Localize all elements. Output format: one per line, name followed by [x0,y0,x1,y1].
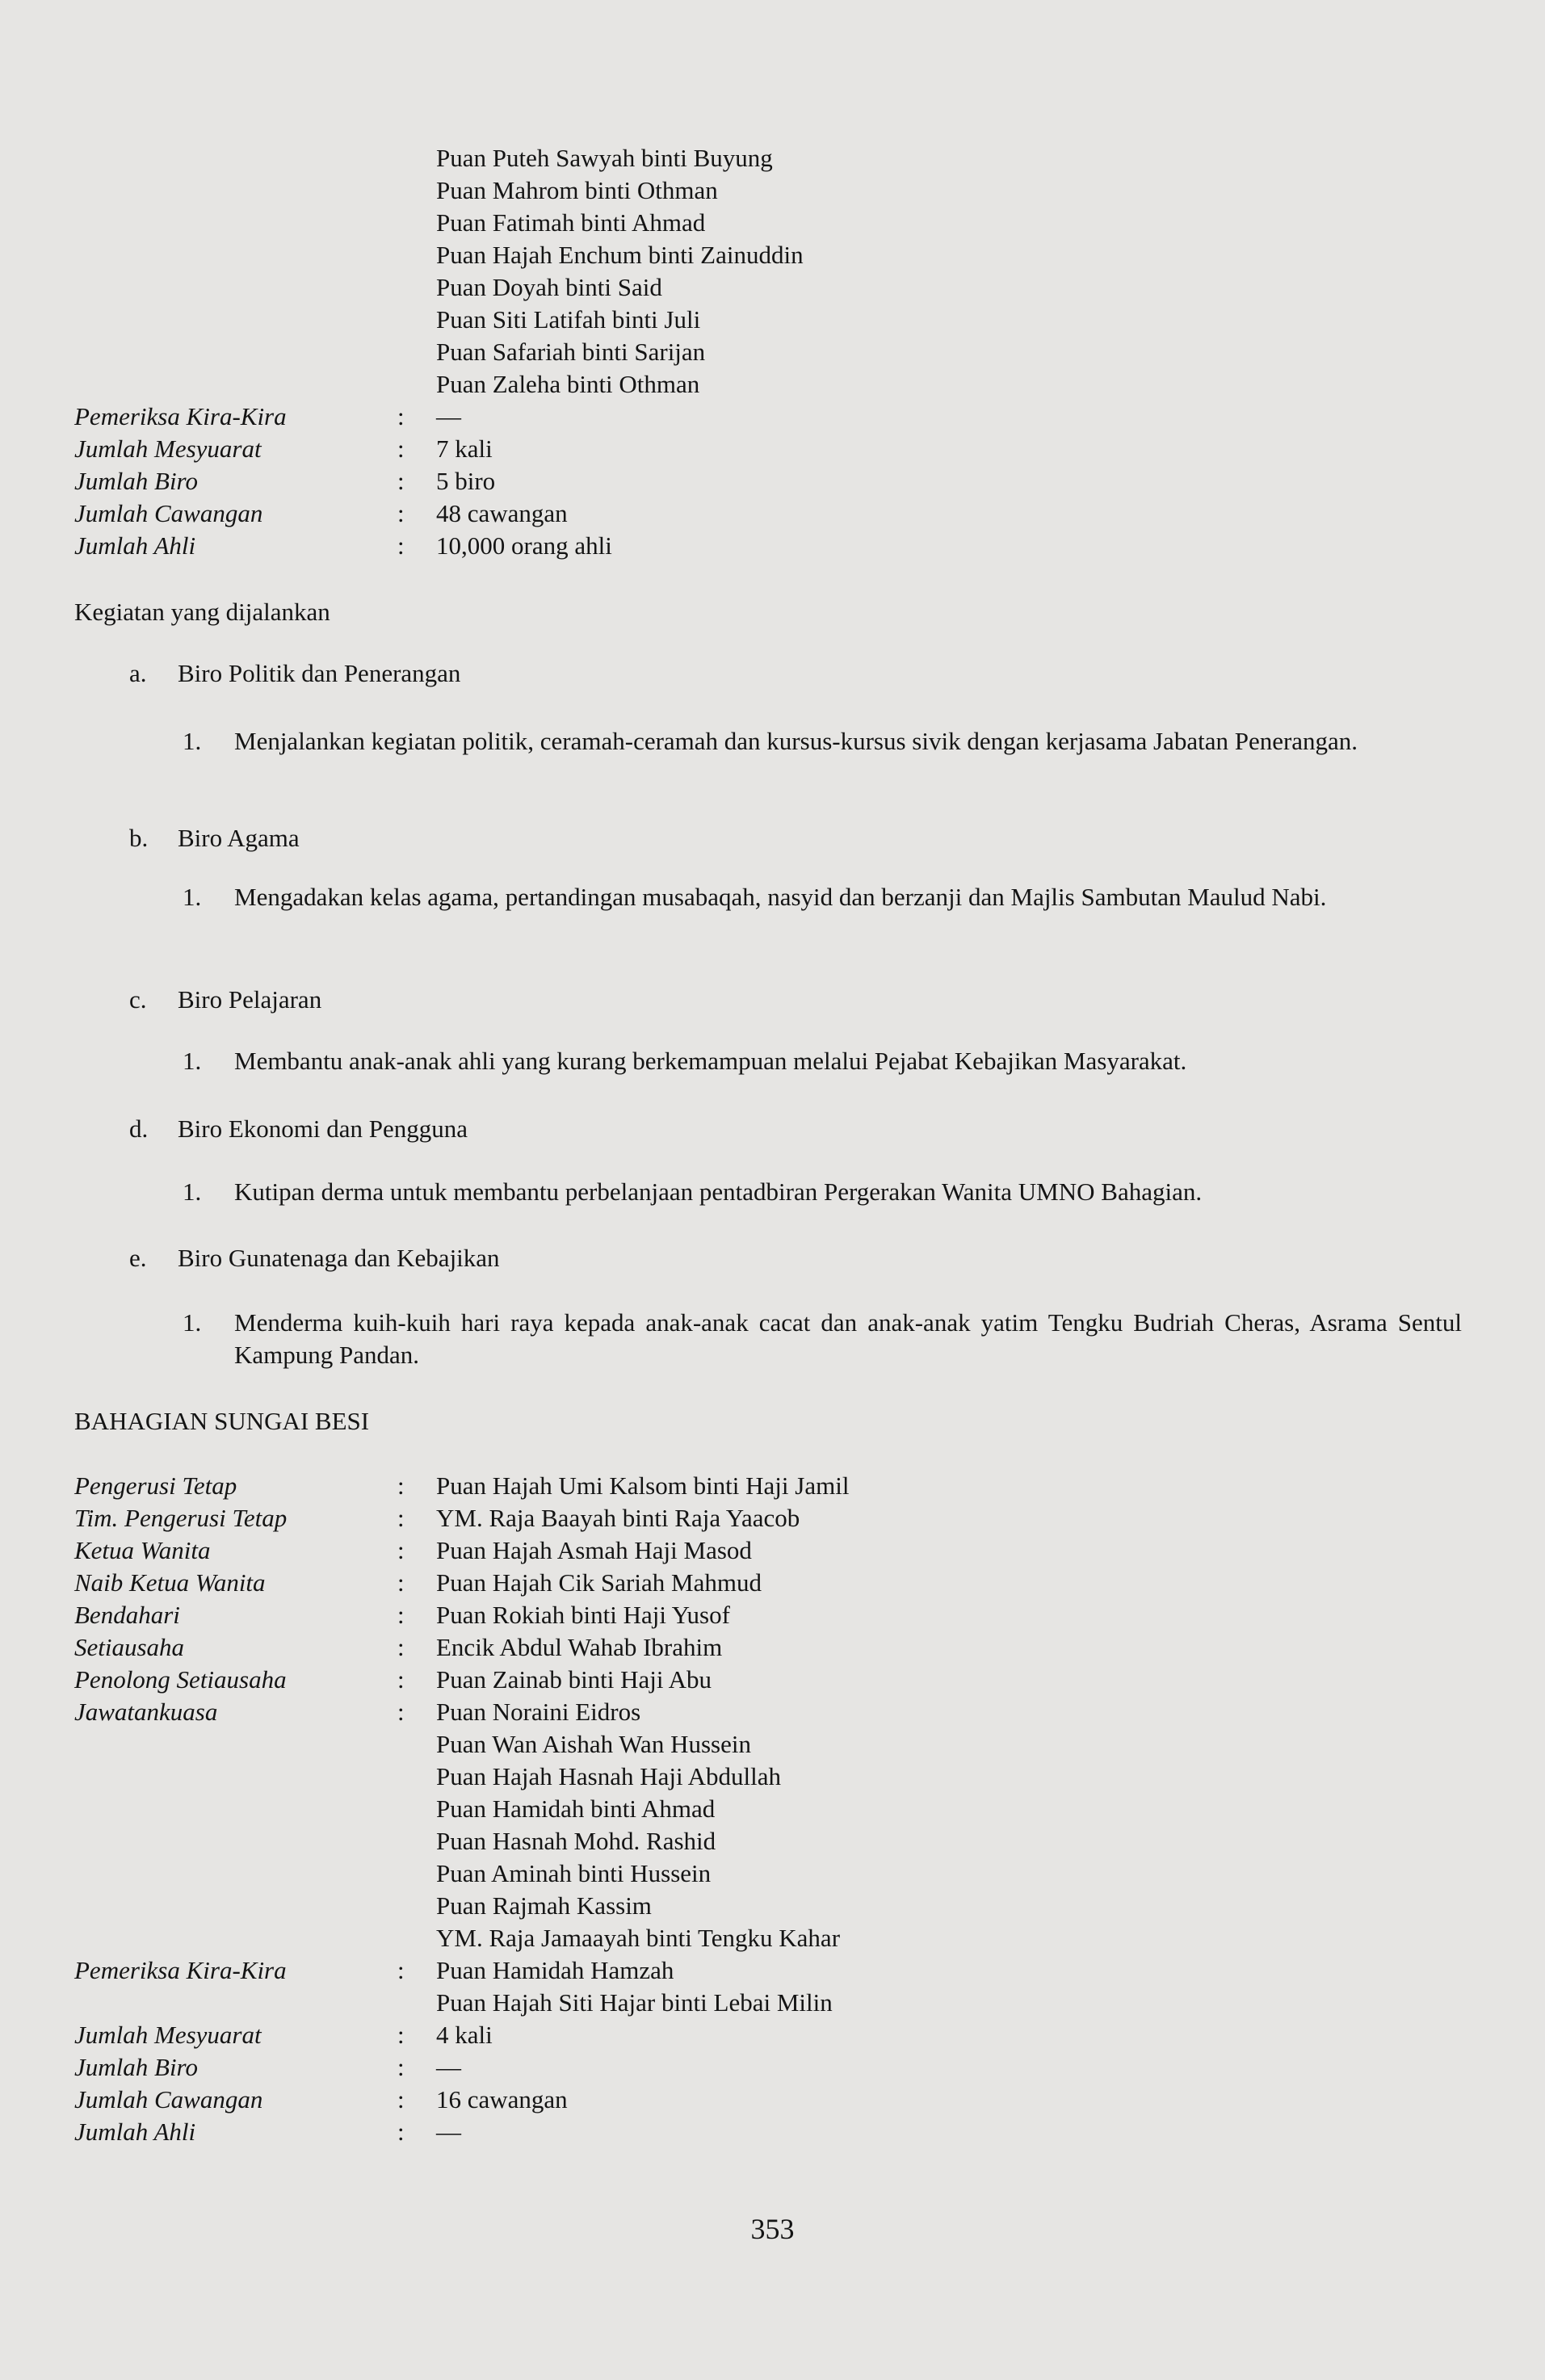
officer-role: Ketua Wanita [74,1536,211,1564]
officer-role: Jawatankuasa [74,1698,218,1726]
officer-role: Pengerusi Tetap [74,1471,237,1500]
bureau-title: Biro Agama [178,824,300,852]
item-text: Mengadakan kelas agama, pertandingan musabaqah, nasyid dan berzanji dan Majlis Sambutan Maulud Nabi. [234,883,1327,911]
bureau-title: Biro Pelajaran [178,985,322,1014]
colon: : [397,1568,405,1597]
member-name: Puan Hajah Enchum binti Zainuddin [436,241,804,269]
member-name: Puan Safariah binti Sarijan [436,338,706,366]
officer-role: Naib Ketua Wanita [74,1568,266,1597]
page-number: 353 [750,2213,795,2245]
item-number: 1. [183,1047,202,1075]
colon: : [397,2085,405,2113]
colon: : [397,1601,405,1629]
colon: : [397,467,405,495]
item-text: Menjalankan kegiatan politik, ceramah-ceramah dan kursus-kursus sivik dengan kerjasama Jabatan Penerangan. [234,727,1358,755]
stat-label: Jumlah Biro [74,2053,198,2081]
stat-value: 5 biro [436,467,496,495]
bureau-title: Biro Politik dan Penerangan [178,659,461,687]
officer-role: Setiausaha [74,1633,185,1661]
section-title: BAHAGIAN SUNGAI BESI [74,1407,370,1435]
member-name: Puan Fatimah binti Ahmad [436,208,706,237]
stat-value: — [436,2053,461,2081]
officer-name: Puan Rokiah binti Haji Yusof [436,1601,730,1629]
stat-label: Pemeriksa Kira-Kira [74,402,287,430]
colon: : [397,2118,405,2146]
colon: : [397,1698,405,1726]
officer-name: Encik Abdul Wahab Ibrahim [436,1633,723,1661]
stat-value: 16 cawangan [436,2085,568,2113]
colon: : [397,531,405,560]
stat-label: Jumlah Mesyuarat [74,434,262,463]
colon: : [397,2021,405,2049]
item-text: Menderma kuih-kuih hari raya kepada anak-anak cacat dan anak-anak yatim Tengku Budriah Cheras, Asrama Sentul Kampung Pandan. [234,1308,1462,1369]
member-name: Puan Mahrom binti Othman [436,176,718,204]
member-name: Puan Siti Latifah binti Juli [436,305,701,334]
member-name: Puan Zaleha binti Othman [436,370,700,398]
item-number: 1. [183,1308,202,1337]
auditor-name: Puan Hajah Siti Hajar binti Lebai Milin [436,1988,833,2017]
auditor-label: Pemeriksa Kira-Kira [74,1956,287,1984]
committee-member: Puan Rajmah Kassim [436,1891,652,1920]
bureau-title: Biro Ekonomi dan Pengguna [178,1114,468,1143]
stat-label: Jumlah Cawangan [74,2085,263,2113]
colon: : [397,1633,405,1661]
bureau-letter: d. [129,1114,149,1143]
colon: : [397,1665,405,1694]
officer-name: Puan Hajah Umi Kalsom binti Haji Jamil [436,1471,850,1500]
colon: : [397,402,405,430]
colon: : [397,434,405,463]
stat-label: Jumlah Biro [74,467,198,495]
committee-member: Puan Hajah Hasnah Haji Abdullah [436,1762,782,1790]
officer-role: Tim. Pengerusi Tetap [74,1504,288,1532]
bureau-title: Biro Gunatenaga dan Kebajikan [178,1244,500,1272]
officer-role: Bendahari [74,1601,180,1629]
stat-label: Jumlah Ahli [74,2118,196,2146]
bureau-letter: e. [129,1244,147,1272]
stat-value: — [436,2118,461,2146]
committee-member: YM. Raja Jamaayah binti Tengku Kahar [436,1924,841,1952]
colon: : [397,1504,405,1532]
bureau-letter: b. [129,824,149,852]
officer-name: Puan Hajah Cik Sariah Mahmud [436,1568,762,1597]
officer-name: Puan Noraini Eidros [436,1698,641,1726]
colon: : [397,499,405,527]
committee-member: Puan Hasnah Mohd. Rashid [436,1827,716,1855]
stat-value: 48 cawangan [436,499,568,527]
officer-name: Puan Hajah Asmah Haji Masod [436,1536,752,1564]
stat-label: Jumlah Cawangan [74,499,263,527]
item-number: 1. [183,1177,202,1206]
item-number: 1. [183,883,202,911]
committee-member: Puan Hamidah binti Ahmad [436,1794,716,1823]
activities-heading: Kegiatan yang dijalankan [74,598,330,626]
committee-member: Puan Aminah binti Hussein [436,1859,712,1887]
officer-name: YM. Raja Baayah binti Raja Yaacob [436,1504,800,1532]
stat-value: 7 kali [436,434,493,463]
stat-value: 4 kali [436,2021,493,2049]
auditor-name: Puan Hamidah Hamzah [436,1956,674,1984]
officer-name: Puan Zainab binti Haji Abu [436,1665,712,1694]
committee-member: Puan Wan Aishah Wan Hussein [436,1730,751,1758]
colon: : [397,1956,405,1984]
member-name: Puan Puteh Sawyah binti Buyung [436,144,773,172]
bureau-letter: c. [129,985,147,1014]
colon: : [397,2053,405,2081]
member-name: Puan Doyah binti Said [436,273,662,301]
stat-value: — [436,402,461,430]
item-text: Membantu anak-anak ahli yang kurang berkemampuan melalui Pejabat Kebajikan Masyarakat. [234,1047,1187,1075]
stat-label: Jumlah Mesyuarat [74,2021,262,2049]
stat-label: Jumlah Ahli [74,531,196,560]
colon: : [397,1471,405,1500]
bureau-letter: a. [129,659,147,687]
colon: : [397,1536,405,1564]
item-number: 1. [183,727,202,755]
stat-value: 10,000 orang ahli [436,531,612,560]
item-text: Kutipan derma untuk membantu perbelanjaan pentadbiran Pergerakan Wanita UMNO Bahagian. [234,1177,1203,1206]
officer-role: Penolong Setiausaha [74,1665,287,1694]
